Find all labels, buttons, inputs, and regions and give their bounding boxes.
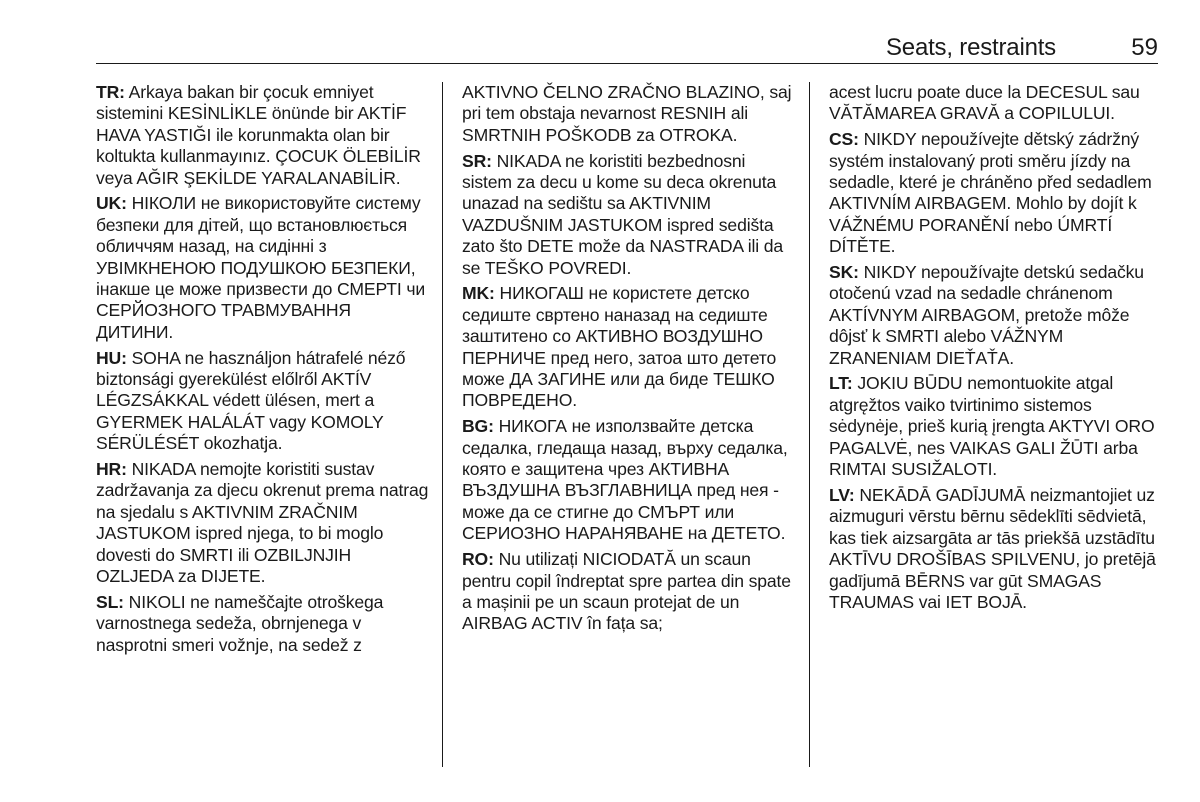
language-code: LT: [829, 373, 853, 394]
warning-text: NIKADA nemojte koristiti sustav zadržavanja za djecu okrenut prema natrag na sjedalu s AKTIVNIM ZRAČNIM JASTUKOM ispred njega, to bi moglo dovesti do SMRTI ili OZBILJNJIH OZLJEDA za DIJETE. [96, 459, 429, 587]
language-code: BG: [462, 416, 494, 437]
text-column-1 [96, 82, 432, 661]
warning-text: NIKDY nepoužívajte detskú sedačku otočenú vzad na sedadle chránenom AKTÍVNYM AIRBAGOM, pretože môže dôjsť k SMRTI alebo VÁŽNYM ZRANENIAM DIEŤAŤA. [829, 262, 1144, 368]
section-title: Seats, restraints [885, 34, 1056, 61]
warning-paragraph-hu [96, 348, 432, 455]
warning-paragraph-hr [96, 459, 432, 587]
warning-paragraph-uk [96, 193, 432, 343]
language-code: SR: [462, 150, 492, 171]
warning-text: NIKDY nepoužívejte dětský zádržný systém instalovaný proti směru jízdy na sedadle, které je chráněno před sedadlem AKTIVNÍM AIRBAGEM. Mohlo by dojít k VÁŽNÉMU PORANĚNÍ nebo ÚMRTÍ DÍTĚTE. [829, 129, 1152, 257]
warning-text: Nu utilizați NICIODATĂ un scaun pentru copil îndreptat spre partea din spate a mașinii pe un scaun protejat de un AIRBAG ACTIV în fața sa; [462, 549, 791, 634]
warning-text: NEKĀDĀ GADĪJUMĀ neizmantojiet uz aizmuguri vērstu bērnu sēdeklīti sēdvietā, kas tiek aizsargāta ar tās priekšā uzstādītu AKTĪVU DROŠĪBAS SPILVENU, jo pretējā gadījumā BĒRNS var gūt SMAGAS TRAUMAS vai IET BOJĀ. [829, 484, 1156, 612]
warning-paragraph-ro [462, 549, 798, 635]
text-column-3 [829, 82, 1165, 618]
language-code: HU: [96, 347, 127, 368]
column-divider [809, 82, 810, 767]
warning-text: acest lucru poate duce la DECESUL sau VĂTĂMAREA GRAVĂ a COPILULUI. [829, 82, 1140, 124]
language-code: HR: [96, 459, 127, 480]
column-divider [442, 82, 443, 767]
warning-paragraph-sk [829, 262, 1165, 369]
language-code: RO: [462, 549, 494, 570]
language-code: UK: [96, 193, 127, 214]
warning-text: NIKADA ne koristiti bezbednosni sistem za decu u kome su deca okrenuta unazad na sedištu sa AKTIVNIM VAZDUŠNIM JASTUKOM ispred sedišta zato što DETE može da NASTRADA ili da se TEŠKO POVREDI. [462, 150, 784, 278]
language-code: TR: [96, 82, 125, 102]
warning-paragraph-cs [829, 129, 1165, 257]
warning-text: SOHA ne használjon hátrafelé néző biztonsági gyerekülést előlről AKTÍV LÉGZSÁKKAL védett ülésen, mert a GYERMEK HALÁLÁT vagy KOMOLY SÉRÜLÉSÉT okozhatja. [96, 347, 406, 454]
warning-paragraph-bg [462, 416, 798, 544]
text-column-2 [462, 82, 798, 639]
language-code: CS: [829, 129, 859, 150]
language-code: SL: [96, 591, 124, 612]
page-header [96, 30, 1158, 62]
warning-text: НИКОГА не използвайте детска седалка, гледаща назад, върху седалка, която е защитена чрез АКТИВНА ВЪЗДУШНА ВЪЗГЛАВНИЦА пред нея - може да се стигне до СМЪРТ или СЕРИОЗНО НАРАНЯВАНЕ на ДЕТЕТО. [462, 416, 788, 544]
warning-paragraph-lv [829, 485, 1165, 613]
warning-paragraph-ro-continued [829, 82, 1165, 125]
warning-paragraph-sl [96, 592, 432, 656]
page-number: 59 [1131, 34, 1158, 61]
language-code: MK: [462, 283, 495, 304]
warning-text: Arkaya bakan bir çocuk emniyet sistemini KESİNLİKLE önünde bir AKTİF HAVA YASTIĞI ile korunmakta olan bir koltukta kullanmayınız. ÇOCUK ÖLEBİLİR veya AĞIR ŞEKİLDE YARALANABİLİR. [96, 82, 421, 188]
warning-text: НИКОГАШ не користете детско седиште свртено наназад на седиште заштитено со АКТИВНО ВОЗДУШНО ПЕРНИЧЕ пред него, затоа што детето може ДА ЗАГИНЕ или да биде ТЕШКО ПОВРЕДЕНО. [462, 283, 777, 411]
warning-text: NIKOLI ne nameščajte otroškega varnostnega sedeža, obrnjenega v nasprotni smeri vožnje, na sedež z [96, 591, 384, 655]
language-code: SK: [829, 262, 859, 283]
warning-paragraph-mk [462, 283, 798, 411]
warning-paragraph-lt [829, 373, 1165, 480]
warning-text: НІКОЛИ не використовуйте систему безпеки для дітей, що встановлюється обличчям назад, на сидінні з УВІМКНЕНОЮ ПОДУШКОЮ БЕЗПЕКИ, інакше це може призвести до СМЕРТІ чи СЕРЙОЗНОГО ТРАВМУВАННЯ ДИТИНИ. [96, 193, 426, 342]
warning-text: JOKIU BŪDU nemontuokite atgal atgręžtos vaiko tvirtinimo sistemos sėdynėje, prieš kurią įrengta AKTYVI ORO PAGALVĖ, nes VAIKAS GALI ŽŪTI arba RIMTAI SUSIŽALOTI. [829, 373, 1155, 480]
language-code: LV: [829, 484, 855, 505]
warning-text: AKTIVNO ČELNO ZRAČNO BLAZINO, saj pri tem obstaja nevarnost RESNIH ali SMRTNIH POŠKODB za OTROKA. [462, 82, 792, 145]
header-rule [96, 63, 1158, 64]
warning-paragraph-sl-continued [462, 82, 798, 146]
warning-paragraph-sr [462, 151, 798, 279]
warning-paragraph-tr [96, 82, 432, 189]
